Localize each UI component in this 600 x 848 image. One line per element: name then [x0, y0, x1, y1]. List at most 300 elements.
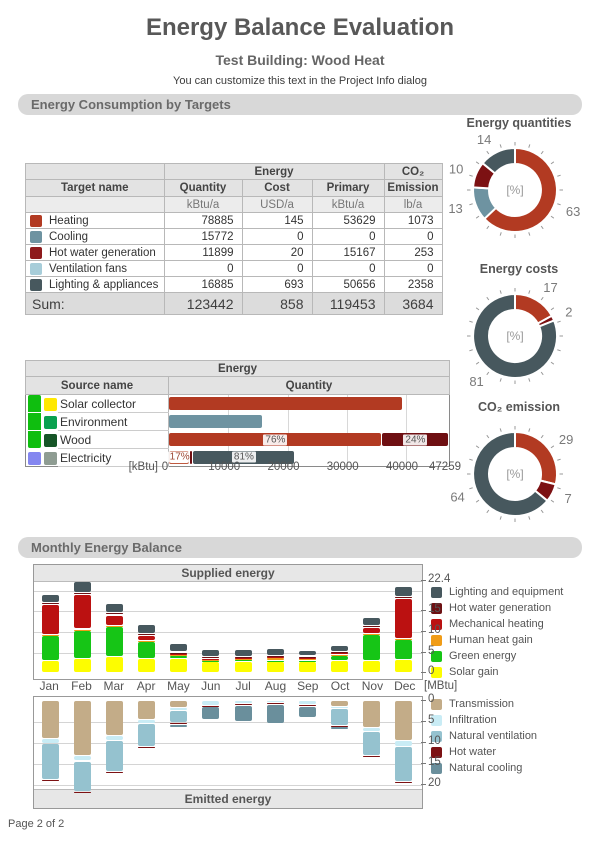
bar-segment	[299, 705, 316, 706]
bar-segment	[74, 701, 91, 755]
bar-segment	[138, 720, 155, 723]
value-cell: 0	[242, 229, 312, 245]
bar-segment	[363, 756, 380, 757]
bar-cell	[169, 431, 450, 449]
tick-mark	[476, 362, 479, 364]
bar-segment	[170, 654, 187, 655]
column-header: Emission	[384, 180, 442, 197]
source-swatch	[44, 398, 57, 411]
source-name-cell: Wood	[58, 431, 169, 449]
unit-cell: kBtu/a	[164, 197, 242, 213]
month-label: May	[167, 679, 190, 693]
bar-segment	[267, 658, 284, 660]
bar-segment	[138, 636, 155, 640]
bar-segment	[106, 657, 123, 672]
tick-mark	[557, 204, 560, 205]
bar-segment	[42, 603, 59, 604]
source-group-swatch	[28, 395, 41, 412]
tick-mark	[529, 232, 530, 235]
value-cell: 0	[312, 261, 384, 277]
sum-label: Sum:	[26, 293, 165, 315]
bar-percent-label: 24%	[405, 434, 426, 445]
bar-segment	[299, 658, 316, 659]
legend-label: Transmission	[449, 698, 514, 710]
targets-table	[25, 163, 443, 315]
tick-mark	[557, 321, 560, 322]
donut-block-energy_quantities	[440, 116, 598, 257]
legend-color-swatch	[431, 587, 442, 598]
swatch-b-cell	[42, 431, 58, 449]
bar-percent-label: 81%	[233, 451, 254, 463]
axis-tick-label: 0	[428, 693, 435, 705]
legend-item	[431, 650, 563, 662]
month-label: Aug	[264, 679, 287, 693]
gridline	[406, 395, 407, 413]
tick-mark	[551, 500, 554, 502]
bar-segment	[395, 747, 412, 781]
source-name-header: Source name	[26, 377, 169, 395]
bar-segment	[169, 415, 262, 428]
tick-mark	[500, 378, 501, 381]
axis-tick-label: 0	[428, 665, 435, 677]
bar-segment	[202, 707, 219, 719]
donut-segment-label: 81	[469, 373, 484, 389]
tick-mark	[476, 308, 479, 310]
gridline	[288, 413, 289, 431]
bar-segment	[299, 659, 316, 660]
bar-segment	[331, 652, 348, 653]
legend-item	[431, 602, 563, 614]
bar-segment	[395, 660, 412, 672]
axis-tick-label: 20	[428, 777, 441, 789]
tick-mark	[487, 226, 489, 229]
bar-segment	[74, 762, 91, 791]
bar-segment	[331, 727, 348, 729]
tick-mark	[500, 428, 501, 431]
axis-tick	[421, 672, 426, 673]
legend-item	[431, 618, 563, 630]
bar-segment	[74, 630, 91, 631]
value-cell: 20	[242, 245, 312, 261]
swatch-cell	[26, 245, 47, 261]
mbtu-axis-label: [MBtu]	[424, 680, 458, 692]
bar-segment	[170, 655, 187, 656]
value-cell: 50656	[312, 277, 384, 293]
gridline	[406, 413, 407, 431]
tick-mark	[541, 372, 543, 375]
swatch-cell	[26, 261, 47, 277]
bar-segment	[235, 701, 252, 703]
legend-label: Natural cooling	[449, 762, 523, 774]
swatch-cell	[26, 277, 47, 293]
legend-item	[431, 698, 537, 710]
section-header-monthly: Monthly Energy Balance	[18, 537, 582, 558]
bar-segment	[267, 662, 284, 673]
bar-segment	[331, 655, 348, 656]
bar-segment	[395, 599, 412, 638]
bar-cell	[169, 395, 450, 413]
value-cell: 0	[312, 229, 384, 245]
table-row	[26, 229, 443, 245]
bar-segment	[170, 708, 187, 710]
tick-mark	[476, 446, 479, 448]
bar-segment	[267, 661, 284, 662]
bar-segment	[235, 650, 252, 656]
donut-title: CO₂ emission	[478, 400, 560, 414]
bar-segment	[363, 728, 380, 731]
legend-label: Natural ventilation	[449, 730, 538, 742]
tick-mark	[500, 290, 501, 293]
bar-segment	[106, 627, 123, 655]
tick-mark	[529, 144, 530, 147]
legend-item	[431, 762, 537, 774]
donut-segment-label: 29	[558, 432, 574, 447]
bar-segment	[170, 656, 187, 658]
bar-segment	[363, 628, 380, 633]
axis-tick-label: 40000	[386, 461, 418, 473]
bar-segment	[106, 626, 123, 627]
bar-segment	[363, 732, 380, 755]
month-axis	[33, 679, 421, 693]
axis-tick	[421, 580, 426, 581]
table-units-row	[26, 197, 443, 213]
tick-mark	[529, 516, 530, 519]
bar-segment	[74, 582, 91, 592]
sum-value-cell: 123442	[164, 293, 242, 315]
bar-segment	[138, 659, 155, 672]
bar-percent-label: 17%	[169, 451, 190, 463]
bar-segment	[395, 640, 412, 659]
bar-segment	[42, 744, 59, 779]
tick-mark	[469, 488, 472, 489]
source-axis	[0, 461, 600, 475]
gridline	[347, 413, 348, 431]
swatch-b-cell	[42, 395, 58, 413]
bar-segment	[138, 701, 155, 719]
table-header-row	[26, 361, 450, 377]
source-name-cell: Solar collector	[58, 395, 169, 413]
axis-tick	[421, 700, 426, 701]
tick-mark	[557, 488, 560, 489]
axis-unit-label: [kBtu]	[128, 461, 158, 473]
legend-label: Hot water	[449, 746, 497, 758]
bar-segment	[299, 657, 316, 658]
color-swatch	[30, 279, 42, 291]
legend-item	[431, 666, 563, 678]
tick-mark	[476, 216, 479, 218]
value-cell: 16885	[164, 277, 242, 293]
swatch-a-cell	[26, 395, 43, 413]
bar-segment	[299, 701, 316, 704]
table-row	[26, 245, 443, 261]
month-label: Sep	[297, 679, 319, 693]
bar-segment	[170, 701, 187, 707]
bar-segment	[42, 605, 59, 634]
bar-percent-label: 76%	[265, 434, 286, 445]
target-name-cell: Heating	[46, 213, 164, 229]
energy-group-header: Energy	[26, 361, 450, 377]
bar-segment	[235, 662, 252, 673]
bar-segment	[138, 641, 155, 642]
tick-mark	[541, 151, 543, 154]
donut-center-label: [%]	[506, 329, 524, 343]
donut-title: Energy quantities	[466, 116, 572, 130]
donut-segment-label: 10	[448, 161, 464, 177]
axis-tick-label: 22.4	[428, 573, 451, 585]
donut-segment-label: 63	[565, 204, 581, 219]
bar-segment	[395, 639, 412, 640]
source-name-cell: Electricity	[58, 449, 169, 467]
tick-mark	[541, 435, 543, 438]
sum-value-cell: 119453	[312, 293, 384, 315]
co2-group-header: CO₂	[384, 164, 442, 180]
value-cell: 15167	[312, 245, 384, 261]
bar-segment	[395, 701, 412, 740]
donut-chart	[440, 278, 598, 398]
axis-tick-label: 47259	[429, 461, 461, 473]
legend-item	[431, 634, 563, 646]
swatch-b-cell	[42, 413, 58, 431]
bar-segment	[42, 595, 59, 603]
table-header-row	[26, 377, 450, 395]
bar-segment	[74, 792, 91, 793]
source-group-swatch	[28, 413, 41, 430]
target-name-cell: Hot water generation	[46, 245, 164, 261]
month-label: Jul	[235, 679, 251, 693]
bar-segment	[74, 595, 91, 628]
unit-cell: kBtu/a	[312, 197, 384, 213]
bar-segment	[202, 701, 219, 705]
bar-segment	[74, 631, 91, 658]
value-cell: 0	[242, 261, 312, 277]
bar-segment	[106, 741, 123, 771]
donut-chart	[440, 132, 598, 252]
target-name-cell: Cooling	[46, 229, 164, 245]
donut-title: Energy costs	[479, 262, 559, 276]
energy-group-header: Energy	[164, 164, 384, 180]
value-cell: 15772	[164, 229, 242, 245]
legend-label: Solar gain	[449, 666, 499, 678]
bar-segment	[331, 646, 348, 651]
tick-mark	[487, 151, 489, 154]
value-cell: 53629	[312, 213, 384, 229]
legend-label: Human heat gain	[449, 634, 533, 646]
tick-mark	[500, 232, 501, 235]
month-label: Apr	[136, 679, 156, 693]
tick-mark	[557, 350, 560, 351]
table-row	[26, 431, 450, 449]
bar-segment	[106, 736, 123, 741]
axis-tick	[421, 652, 426, 653]
tick-mark	[487, 372, 489, 375]
bar-segment	[106, 616, 123, 625]
donut-segment-label: 64	[450, 489, 465, 505]
bar-segment	[395, 741, 412, 746]
bar-segment	[202, 659, 219, 660]
tick-mark	[551, 216, 554, 218]
column-header: Quantity	[164, 180, 242, 197]
legend-item	[431, 586, 563, 598]
supplied-energy-chart	[33, 564, 423, 680]
bar-segment	[42, 636, 59, 659]
value-cell: 253	[384, 245, 442, 261]
value-cell: 2358	[384, 277, 442, 293]
bar-segment	[106, 604, 123, 612]
bar-segment	[363, 635, 380, 660]
table-sum-row	[26, 293, 443, 315]
bar-segment	[267, 703, 284, 704]
axis-tick	[421, 742, 426, 743]
axis-tick-label: 10	[428, 735, 441, 747]
bar-segment	[106, 613, 123, 614]
value-cell: 0	[384, 229, 442, 245]
legend-label: Lighting and equipment	[449, 586, 564, 598]
source-swatch	[44, 416, 57, 429]
bar-cell	[169, 413, 450, 431]
legend-item	[431, 714, 537, 726]
page-footer: Page 2 of 2	[8, 818, 65, 830]
swatch-a-cell	[26, 431, 43, 449]
table-row	[26, 213, 443, 229]
month-label: Mar	[103, 679, 125, 693]
value-cell: 78885	[164, 213, 242, 229]
axis-tick-label: 5	[428, 644, 435, 657]
bar-segment	[138, 724, 155, 747]
month-label: Oct	[330, 679, 350, 693]
donut-chart	[440, 416, 598, 536]
section-header-energy-consumption: Energy Consumption by Targets	[18, 94, 582, 115]
bar-segment	[74, 593, 91, 595]
month-label: Jun	[201, 679, 221, 693]
bar-segment	[235, 706, 252, 721]
column-header: Primary	[312, 180, 384, 197]
value-cell: 1073	[384, 213, 442, 229]
bar-segment	[267, 649, 284, 655]
axis-tick-label: 30000	[326, 461, 359, 473]
bar-segment	[363, 618, 380, 625]
tick-mark	[541, 297, 543, 300]
swatch-a-cell	[26, 413, 43, 431]
target-name-cell: Ventilation fans	[46, 261, 164, 277]
tick-mark	[476, 162, 479, 164]
donut-segment-label: 17	[543, 280, 558, 296]
table-row	[26, 277, 443, 293]
bar-segment	[42, 739, 59, 744]
legend-label: Green energy	[449, 650, 517, 662]
tick-mark	[487, 435, 489, 438]
bar-segment	[267, 705, 284, 723]
value-cell: 0	[164, 261, 242, 277]
axis-tick-label: 20000	[267, 461, 300, 473]
value-cell: 0	[384, 261, 442, 277]
unit-cell: lb/a	[384, 197, 442, 213]
tick-mark	[469, 350, 472, 351]
bar-segment	[235, 659, 252, 660]
bar-segment	[299, 651, 316, 655]
donut-segment-label: 2	[565, 304, 573, 320]
tick-mark	[541, 510, 543, 513]
bar-segment	[170, 653, 187, 654]
bar-segment	[42, 780, 59, 781]
tick-mark	[529, 428, 530, 431]
donut-block-energy_costs	[440, 262, 598, 403]
value-cell: 693	[242, 277, 312, 293]
axis-tick	[421, 763, 426, 764]
axis-tick	[421, 721, 426, 722]
tick-mark	[487, 297, 489, 300]
bar-segment	[169, 397, 402, 410]
legend-item	[431, 746, 537, 758]
bar-segment	[138, 634, 155, 635]
tick-mark	[529, 378, 530, 381]
swatch-cell	[26, 229, 47, 245]
supplied-chart-title: Supplied energy	[34, 565, 422, 582]
tick-mark	[551, 446, 554, 448]
value-cell: 145	[242, 213, 312, 229]
swatch-cell	[26, 213, 47, 229]
bar-segment	[202, 662, 219, 672]
month-label: Nov	[361, 679, 384, 693]
quantity-header: Quantity	[169, 377, 450, 395]
sum-value-cell: 3684	[384, 293, 442, 315]
tick-mark	[529, 290, 530, 293]
donut-segment-label: 14	[476, 132, 492, 147]
table-row	[26, 413, 450, 431]
axis-tick-label: 15	[428, 756, 441, 768]
bar-segment	[106, 772, 123, 773]
bar-segment	[202, 650, 219, 656]
axis-tick-label: 5	[428, 714, 435, 726]
emitted-chart-title: Emitted energy	[34, 789, 422, 808]
bar-segment	[299, 662, 316, 672]
bar-segment	[299, 661, 316, 662]
bar-segment	[331, 656, 348, 660]
color-swatch	[30, 263, 42, 275]
bar-segment	[267, 701, 284, 702]
donut-center-label: [%]	[506, 467, 524, 481]
unit-cell: USD/a	[242, 197, 312, 213]
energy-sources-table	[25, 360, 450, 467]
tick-mark	[500, 144, 501, 147]
bar-segment	[395, 587, 412, 596]
axis-tick-label: 0	[161, 461, 169, 473]
bar-segment	[170, 725, 187, 727]
source-name-cell: Environment	[58, 413, 169, 431]
bar-segment	[235, 657, 252, 658]
gridline	[34, 764, 422, 765]
bar-segment	[331, 661, 348, 672]
bar-segment	[363, 634, 380, 635]
bar-segment	[42, 701, 59, 738]
table-header-row	[26, 180, 443, 197]
page-note: You can customize this text in the Project Info dialog	[173, 75, 427, 87]
tick-mark	[469, 175, 472, 176]
bar-segment	[267, 656, 284, 657]
donut-center-label: [%]	[506, 183, 524, 197]
bar-segment	[138, 625, 155, 633]
color-swatch	[30, 247, 42, 259]
legend-item	[431, 730, 537, 742]
page-title: Energy Balance Evaluation	[145, 14, 455, 41]
month-label: Feb	[71, 679, 92, 693]
color-swatch	[30, 215, 42, 227]
column-header: Cost	[242, 180, 312, 197]
tick-mark	[551, 308, 554, 310]
value-cell: 11899	[164, 245, 242, 261]
color-swatch	[30, 231, 42, 243]
bar-segment	[170, 659, 187, 672]
donut-segment-label: 7	[564, 491, 572, 507]
